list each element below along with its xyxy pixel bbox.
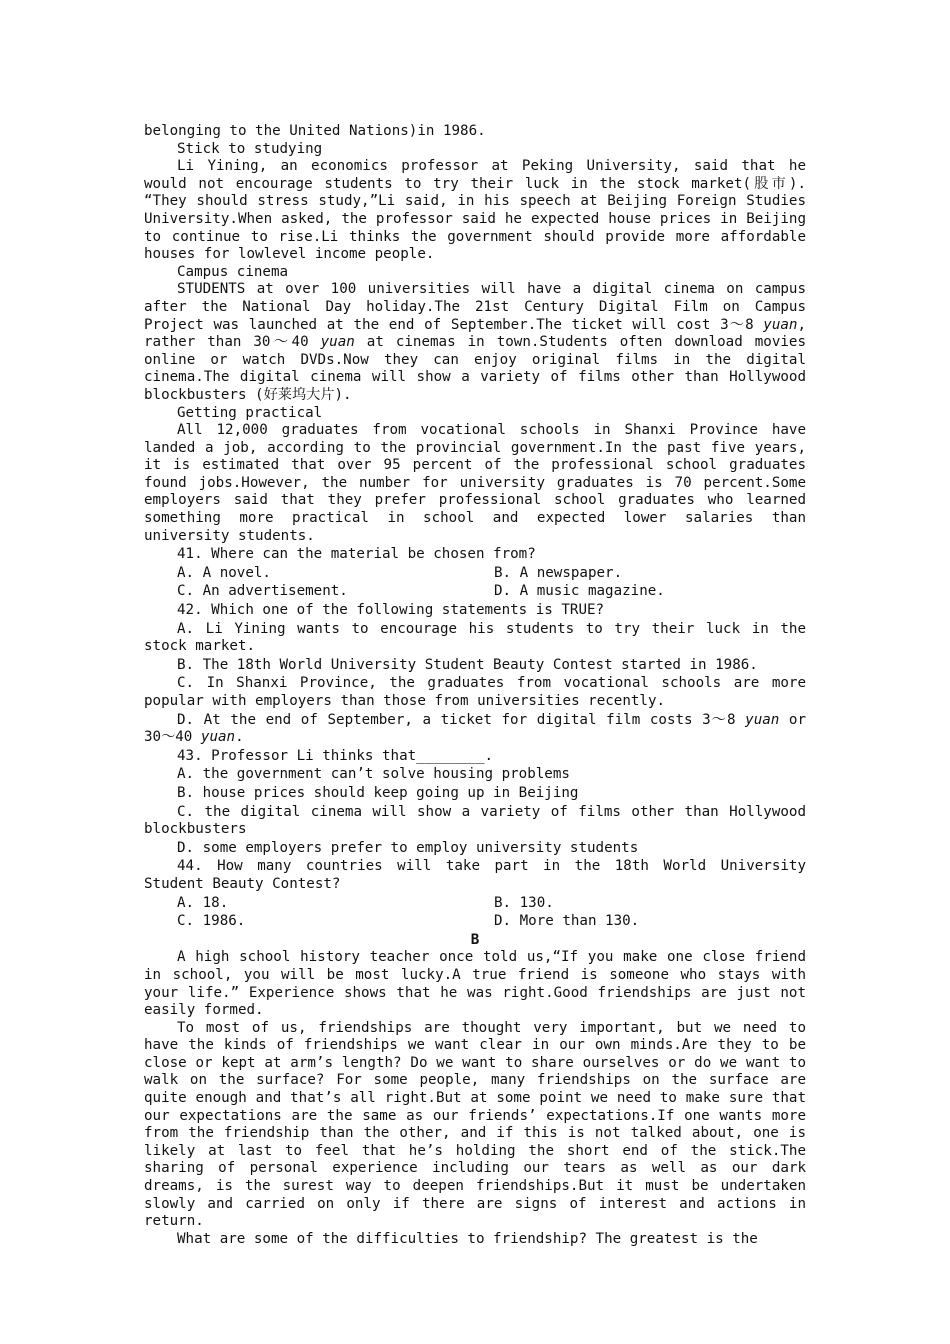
option-42-d (144, 712, 806, 747)
passage-b-label: B (470, 931, 480, 948)
option-43-b: B. house prices should keep going up in Beijing (177, 784, 579, 801)
paragraph-campus-cinema (144, 281, 806, 404)
paragraph-getting-practical: All 12,000 graduates from vocational schools in Shanxi Province have landed a job, according to the provincial government.In the past five years, it is estimated that over 95 percent of the professional school graduates found jobs.However, the number for university graduates is 70 percent.Some employers said that they prefer professional school graduates who learned something more practical in school and expected lower salaries than university students. (144, 422, 806, 544)
paragraph-stick-to-studying: Li Yining, an economics professor at Peking University, said that he would not encourage students to try their luck in the stock market(股市). “They should stress study,”Li said, in his speech at Beijing Foreign Studies University.When asked, the professor said he expected house prices in Beijing to continue to rise.Li thinks the government should provide more affordable houses for lowlevel income people. (144, 158, 806, 263)
option-44-c: C. 1986. (177, 913, 246, 930)
italic-yuan: yuan (745, 711, 780, 728)
passage-b-paragraph-3: What are some of the difficulties to friendship? The greatest is the (177, 1230, 758, 1247)
passage-a-line: belonging to the United Nations)in 1986. (144, 123, 486, 139)
question-41-options-row-2 (144, 583, 806, 601)
section-heading-getting-practical: Getting practical (177, 404, 323, 421)
text-run: . (235, 729, 244, 746)
option-43-c: C. the digital cinema will show a variety of films other than Hollywood blockbusters (144, 803, 806, 838)
italic-yuan: yuan (320, 334, 355, 351)
option-42-b: B. The 18th World University Student Beauty Contest started in 1986. (177, 656, 758, 673)
text-run: , rather than 30～40 (144, 316, 806, 351)
passage-b-paragraph-1: A high school history teacher once told us,“If you make one close friend in school, you will be most lucky.A true friend is someone who stays with your life.” Experience shows that he was right.Good friendships are just not easily formed. (144, 949, 806, 1019)
italic-yuan: yuan (763, 316, 798, 333)
italic-yuan: yuan (200, 729, 236, 746)
section-heading-campus-cinema: Campus cinema (177, 263, 289, 280)
option-41-d: D. A music magazine. (494, 583, 665, 600)
question-43: 43. Professor Li thinks that________. (177, 747, 494, 764)
option-42-a: A. Li Yining wants to encourage his students to try their luck in the stock market. (144, 620, 806, 655)
text-run: at cinemas in town.Students often download movies online or watch DVDs.Now they can enjoy original films in the digital cinema.The digital cinema will show a variety of films other than Hollywood blockbusters (好莱坞大片). (144, 334, 806, 403)
option-41-b: B. A newspaper. (494, 564, 623, 581)
text-run: STUDENTS at over 100 universities will have a digital cinema on campus after the National Day holiday.The 21st Century Digital Film on Campus Project was launched at the end of September.The ticket will cost 3～8 (144, 281, 806, 333)
text-run: or 30～40 (144, 711, 807, 746)
option-41-c: C. An advertisement. (177, 583, 348, 600)
option-44-b: B. 130. (494, 894, 554, 911)
question-44-options-row-2 (144, 913, 806, 931)
question-41-options-row-1 (144, 565, 806, 583)
option-43-a: A. the government can’t solve housing problems (177, 766, 570, 783)
text-run: D. At the end of September, a ticket for digital film costs 3～8 (177, 711, 746, 728)
question-41: 41. Where can the material be chosen from? (177, 546, 536, 563)
option-43-d: D. some employers prefer to employ university students (177, 839, 639, 856)
question-42: 42. Which one of the following statements is TRUE? (177, 602, 605, 619)
option-42-c: C. In Shanxi Province, the graduates from vocational schools are more popular with employers than those from universities recently. (144, 675, 806, 709)
option-44-a: A. 18. (177, 894, 229, 911)
document-page (144, 123, 806, 1248)
passage-b-paragraph-2: To most of us, friendships are thought very important, but we need to have the kinds of friendships we want clear in our own minds.Are they to be close or kept at arm’s length? Do we want to share ourselves or do we want to walk on the surface? For some people, many friendships on the surface are quite enough and that’s all right.But at some point we need to make sure that our expectations are the same as our friends’ expectations.If one wants more from the friendship than the other, and if this is not talked about, one is likely at last to feel that he’s holding the short end of the stick.The sharing of personal experience including our tears as well as our dark dreams, is the surest way to deepen friendships.But it must be undertaken slowly and carried on only if there are signs of interest and actions in return. (144, 1019, 806, 1230)
option-41-a: A. A novel. (177, 564, 271, 581)
question-44: 44. How many countries will take part in the 18th World University Student Beauty Contest? (144, 858, 806, 892)
section-heading-stick-to-studying: Stick to studying (177, 140, 323, 157)
question-44-options-row-1 (144, 895, 806, 913)
option-44-d: D. More than 130. (494, 913, 640, 930)
